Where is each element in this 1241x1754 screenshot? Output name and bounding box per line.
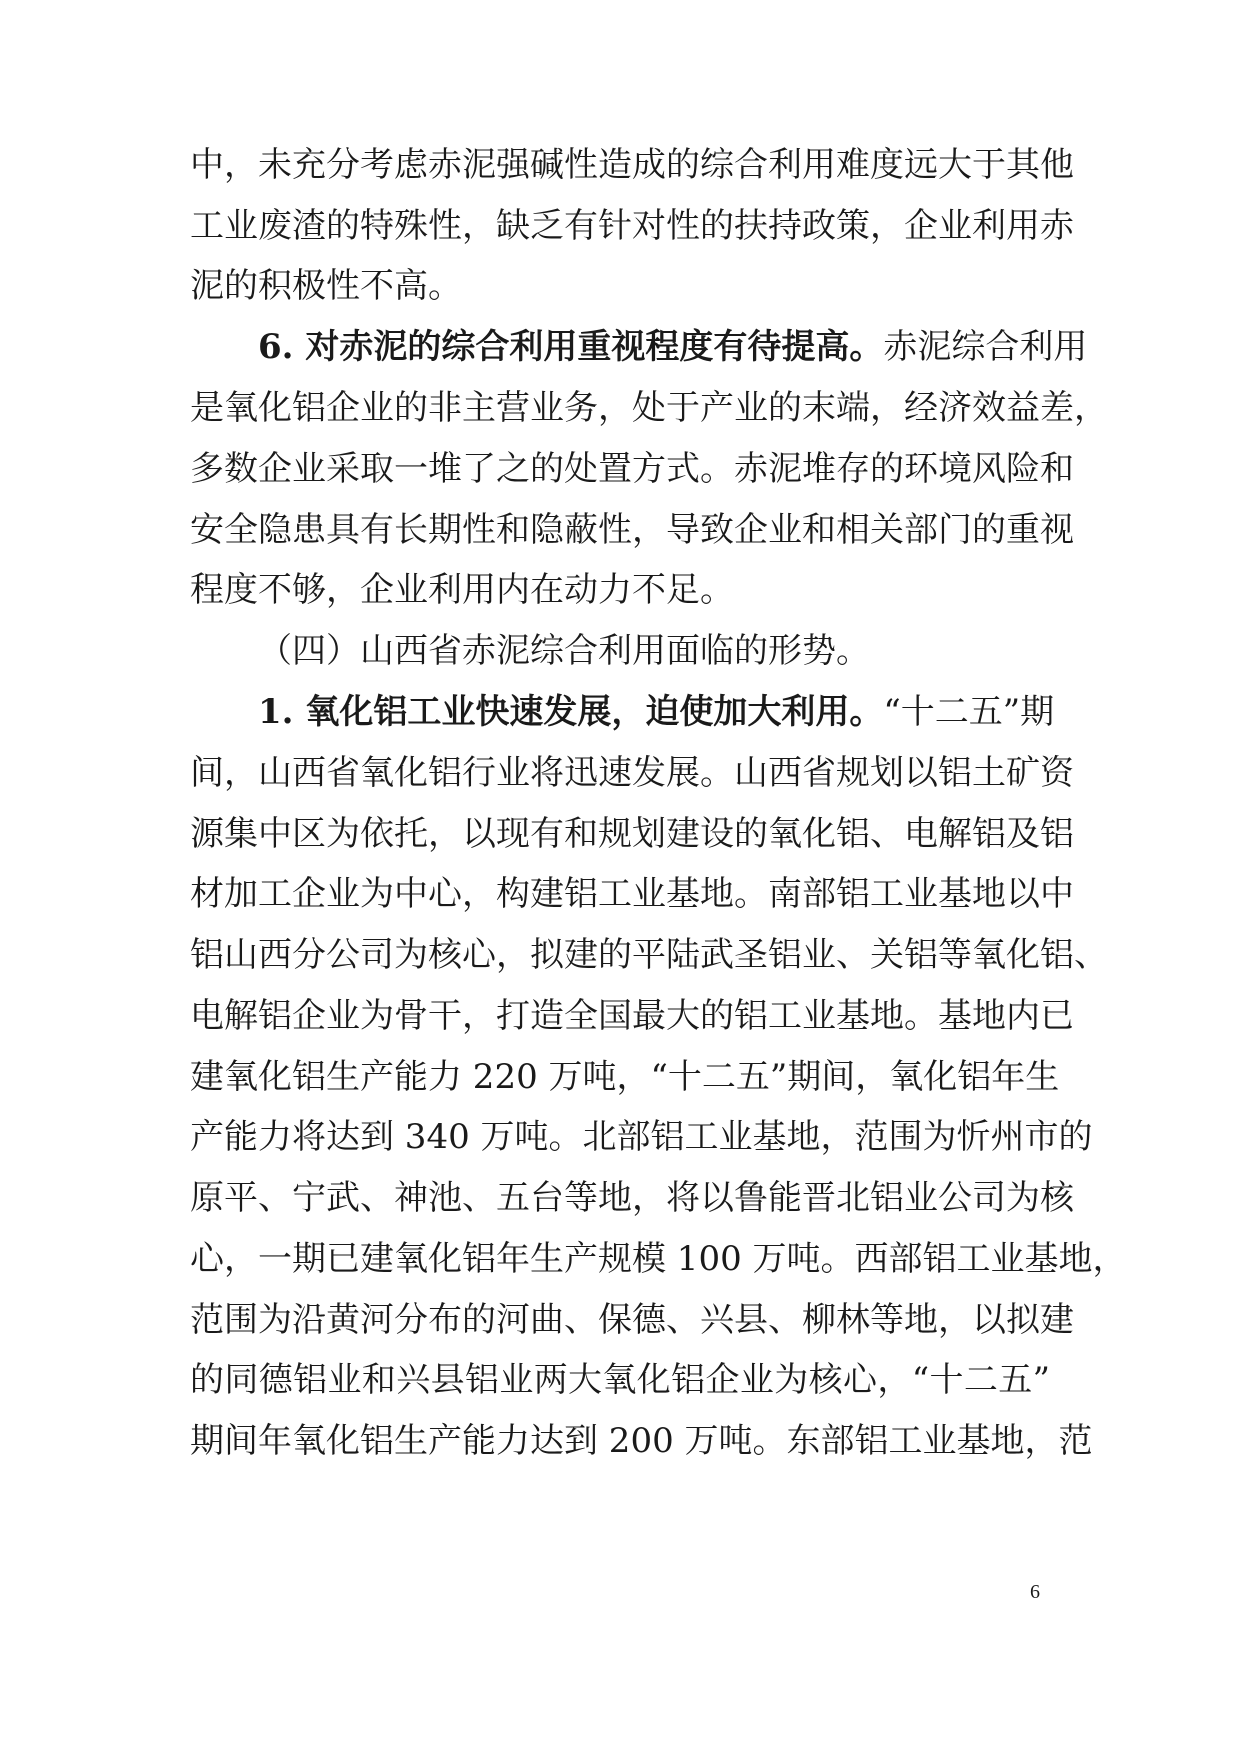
paragraph-3-line-13: 期间年氧化铝生产能力达到 200 万吨。东部铝工业基地，范 bbox=[190, 1421, 1093, 1461]
paragraph-2-bold-lead: 6. 对赤泥的综合利用重视程度有待提高。 bbox=[258, 327, 884, 367]
paragraph-2-line-3: 多数企业采取一堆了之的处置方式。赤泥堆存的环境风险和 bbox=[190, 449, 1074, 489]
paragraph-3-bold-lead: 1. 氧化铝工业快速发展，迫使加大利用。 bbox=[258, 692, 884, 732]
paragraph-2-line-2: 是氧化铝企业的非主营业务，处于产业的末端，经济效益差， bbox=[190, 388, 1108, 428]
paragraph-3-line-12: 的同德铝业和兴县铝业两大氧化铝企业为核心，“十二五” bbox=[190, 1360, 1050, 1400]
section-heading: （四）山西省赤泥综合利用面临的形势。 bbox=[258, 631, 870, 671]
paragraph-2-line-5: 程度不够，企业利用内在动力不足。 bbox=[190, 570, 734, 610]
paragraph-3-line-8: 产能力将达到 340 万吨。北部铝工业基地，范围为忻州市的 bbox=[190, 1117, 1093, 1157]
paragraph-3-line-9: 原平、宁武、神池、五台等地，将以鲁能晋北铝业公司为核 bbox=[190, 1178, 1074, 1218]
paragraph-3-line-7: 建氧化铝生产能力 220 万吨，“十二五”期间，氧化铝年生 bbox=[190, 1057, 1060, 1097]
paragraph-2-line-1 bbox=[258, 327, 1088, 367]
paragraph-3-line-5: 铝山西分公司为核心，拟建的平陆武圣铝业、关铝等氧化铝、 bbox=[190, 935, 1108, 975]
paragraph-1-line-3: 泥的积极性不高。 bbox=[190, 266, 462, 306]
paragraph-3-line-3: 源集中区为依托，以现有和规划建设的氧化铝、电解铝及铝 bbox=[190, 814, 1074, 854]
paragraph-3-line-11: 范围为沿黄河分布的河曲、保德、兴县、柳林等地，以拟建 bbox=[190, 1300, 1074, 1340]
paragraph-3-line-6: 电解铝企业为骨干，打造全国最大的铝工业基地。基地内已 bbox=[190, 996, 1074, 1036]
paragraph-1-line-2: 工业废渣的特殊性，缺乏有针对性的扶持政策，企业利用赤 bbox=[190, 206, 1074, 246]
paragraph-2-line-4: 安全隐患具有长期性和隐蔽性，导致企业和相关部门的重视 bbox=[190, 510, 1074, 550]
paragraph-3-line-2: 间，山西省氧化铝行业将迅速发展。山西省规划以铝土矿资 bbox=[190, 753, 1074, 793]
page-number: 6 bbox=[1030, 1581, 1040, 1603]
paragraph-3-line-1 bbox=[258, 692, 1055, 732]
paragraph-3-line-4: 材加工企业为中心，构建铝工业基地。南部铝工业基地以中 bbox=[190, 874, 1074, 914]
paragraph-1-line-1: 中，未充分考虑赤泥强碱性造成的综合利用难度远大于其他 bbox=[190, 145, 1074, 185]
paragraph-3-first-line-rest: “十二五”期 bbox=[883, 692, 1055, 732]
paragraph-3-line-10: 心，一期已建氧化铝年生产规模 100 万吨。西部铝工业基地， bbox=[190, 1239, 1127, 1279]
paragraph-2-first-line-rest: 赤泥综合利用 bbox=[883, 327, 1088, 367]
